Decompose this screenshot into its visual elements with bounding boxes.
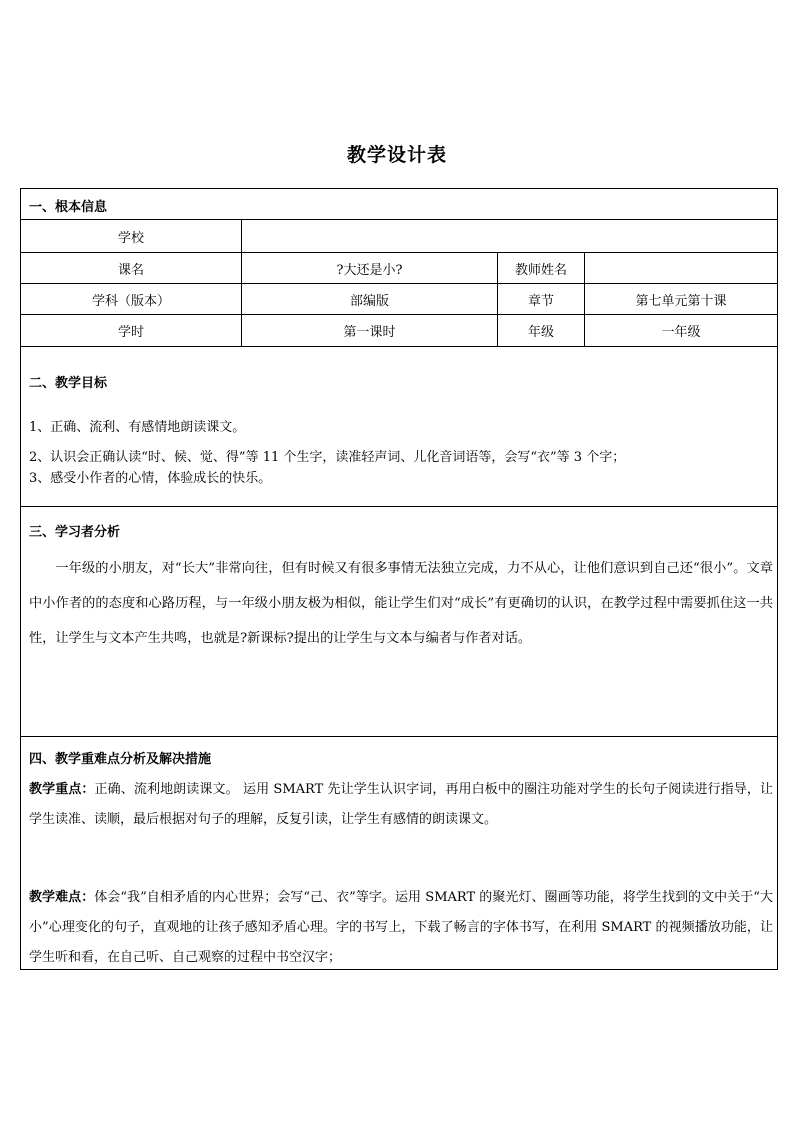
section-heading: 二、教学目标 (29, 376, 108, 391)
value-school (242, 220, 777, 252)
label-school: 学校 (21, 220, 242, 252)
value-grade: 一年级 (661, 325, 701, 340)
value-class-hours: 第一课时 (242, 315, 498, 346)
objective-item: 1、正确、流利、有感情地朗读课文。 (29, 420, 246, 435)
label-lesson-name: 课名 (21, 253, 242, 283)
difficult-point-paragraph (29, 883, 773, 973)
label-subject: 学科（版本） (21, 284, 242, 314)
table-row-lesson (21, 253, 777, 284)
table-row-school (21, 220, 777, 253)
section-heading: 四、教学重难点分析及解决措施 (29, 752, 212, 767)
section-learner-analysis (21, 507, 777, 737)
key-point-paragraph (29, 775, 773, 835)
section-objectives (21, 347, 777, 507)
page-title: 教学设计表 (346, 144, 447, 166)
value-subject: 部编版 (242, 284, 498, 314)
label-class-hours: 学时 (21, 315, 242, 346)
difficult-point-text: 体会“我”自相矛盾的内心世界；会写“己、衣”等字。运用 SMART 的聚光灯、圈画等功能，将学生找到的文中关于“大小”心理变化的句子，直观地的让孩子感知矛盾心理。字的书写上，下载了畅言的字体书写，在利用 SMART 的视频播放功能，让学生听和看，在自己听、自己观察的过程中书空汉字； (29, 890, 773, 965)
difficult-point-label: 教学难点： (29, 890, 95, 905)
key-point-text: 正确、流利地朗读课文。 运用 SMART 先让学生认识字词，再用白板中的圈注功能对学生的长句子阅读进行指导，让学生读准、读顺，最后根据对句子的理解，反复引读，让学生有感情的朗读课文。 (29, 782, 773, 827)
section-key-difficult-points (21, 737, 777, 969)
objective-item: 2、认识会正确认读“时、候、觉、得”等 11 个生字，读准轻声词、儿化音词语等，会写“衣”等 3 个字； (29, 450, 626, 465)
label-grade: 年级 (498, 315, 585, 346)
label-teacher-name: 教师姓名 (498, 253, 585, 283)
table-row-subject (21, 284, 777, 315)
value-teacher-name (585, 253, 777, 283)
label-chapter: 章节 (498, 284, 585, 314)
section-heading: 一、根本信息 (29, 200, 108, 215)
value-lesson-name: ?大还是小? (242, 253, 498, 283)
key-point-label: 教学重点： (29, 782, 95, 797)
table-row-hours (21, 315, 777, 347)
section-basic-info-header (21, 189, 777, 220)
value-chapter: 第七单元第十课 (635, 293, 727, 309)
design-table (20, 188, 778, 970)
section-heading: 三、学习者分析 (29, 525, 121, 540)
learner-analysis-text: 一年级的小朋友，对“长大”非常向往，但有时候又有很多事情无法独立完成，力不从心，让他们意识到自己还“很小”。文章中小作者的的态度和心路历程，与一年级小朋友极为相似，能让学生们对“成长”有更确切的认识，在教学过程中需要抓住这一共性，让学生与文本产生共鸣，也就是?新课标?提出的让学生与文本与编者与作者对话。 (29, 561, 773, 646)
objective-item: 3、感受小作者的心情，体验成长的快乐。 (29, 471, 272, 486)
